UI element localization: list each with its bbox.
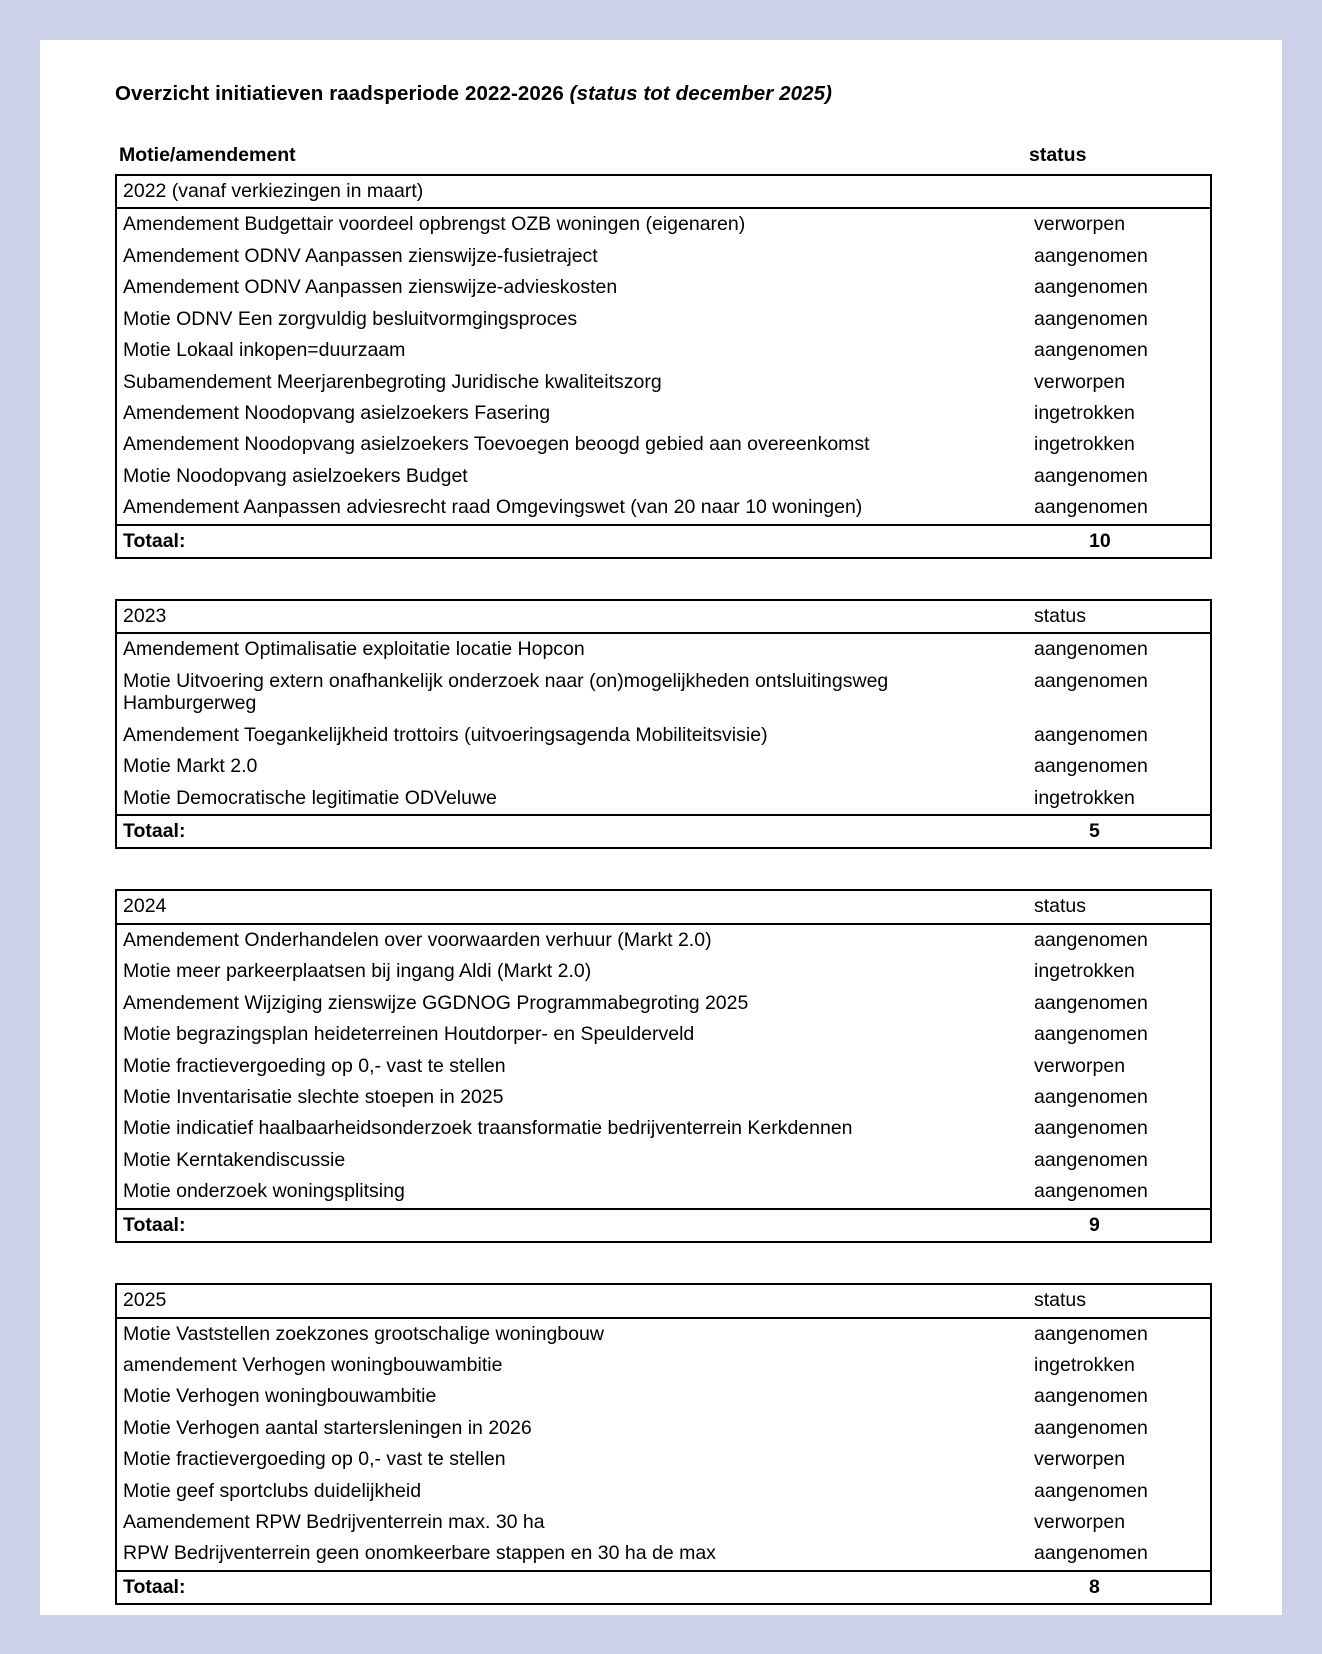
status-value: aangenomen [1034,1416,1148,1439]
page-title-status-note: (status tot december 2025) [569,82,833,105]
status-value: ingetrokken [1034,786,1135,809]
motion-label: Aamendement RPW Bedrijventerrein max. 30 ha [123,1511,545,1534]
document-content [115,82,1210,1645]
motion-label: Motie Vaststellen zoekzones grootschalige woningbouw [123,1322,604,1345]
table-row [116,1051,1211,1082]
total-row [116,1209,1211,1242]
total-label: Totaal: [116,525,1024,558]
table-row [116,304,1211,335]
year-label: 2023 [116,600,1024,633]
year-status-header: status [1024,600,1211,633]
table-row [116,956,1211,987]
year-header-row [116,890,1211,923]
year-blocks [115,174,1210,1605]
table-row [116,988,1211,1019]
column-headers [115,144,1210,167]
year-block-table [115,174,1212,559]
motion-label: Amendement Aanpassen adviesrecht raad Omgevingswet (van 20 naar 10 woningen) [123,496,863,519]
status-value: aangenomen [1034,1322,1148,1345]
table-row [116,1176,1211,1208]
total-value: 5 [1024,815,1211,848]
year-block-table [115,599,1212,849]
status-value: aangenomen [1034,244,1148,267]
motion-label: Amendement Noodopvang asielzoekers Toevoegen beoogd gebied aan overeenkomst [123,433,870,456]
motion-label: Motie fractievergoeding op 0,- vast te stellen [123,1448,506,1471]
status-value: ingetrokken [1034,1353,1135,1376]
status-value: aangenomen [1034,755,1148,778]
page-title [115,82,1210,106]
total-value: 9 [1024,1209,1211,1242]
status-value: aangenomen [1034,1023,1148,1046]
table-row [116,1413,1211,1444]
year-label: 2022 (vanaf verkiezingen in maart) [116,175,1024,208]
table-row [116,1507,1211,1538]
motion-label: amendement Verhogen woningbouwambitie [123,1353,503,1376]
motion-label: RPW Bedrijventerrein geen onomkeerbare stappen en 30 ha de max [123,1542,716,1565]
status-value: aangenomen [1034,1542,1148,1565]
motion-label: Amendement Budgettair voordeel opbrengst OZB woningen (eigenaren) [123,213,746,236]
status-value: ingetrokken [1034,433,1135,456]
status-value: aangenomen [1034,464,1148,487]
table-row [116,492,1211,524]
year-label: 2024 [116,890,1024,923]
motion-label: Motie geef sportclubs duidelijkheid [123,1479,422,1502]
year-status-header [1024,175,1211,208]
column-header-motion: Motie/amendement [119,144,296,166]
table-row [116,1444,1211,1475]
page-title-main: Overzicht initiatieven raadsperiode 2022-2026 [115,82,564,105]
status-value: aangenomen [1034,276,1148,299]
table-row [116,241,1211,272]
table-row [116,1113,1211,1144]
column-header-status: status [1029,144,1087,166]
motion-label: Motie indicatief haalbaarheidsonderzoek traansformatie bedrijventerrein Kerkdennen [123,1117,853,1140]
table-row [116,1538,1211,1570]
table-row [116,272,1211,303]
status-value: verworpen [1034,213,1126,236]
status-value: aangenomen [1034,928,1148,951]
table-row [116,1082,1211,1113]
motion-label: Amendement ODNV Aanpassen zienswijze-advieskosten [123,276,618,299]
table-row [116,720,1211,751]
status-value: aangenomen [1034,991,1148,1014]
status-value: aangenomen [1034,307,1148,330]
motion-label: Motie Uitvoering extern onafhankelijk onderzoek naar (on)mogelijkheden ontsluitingsweg Hamburgerweg [123,669,889,715]
table-row [116,1145,1211,1176]
status-value: aangenomen [1034,1085,1148,1108]
total-row [116,525,1211,558]
total-label: Totaal: [116,815,1024,848]
status-value: aangenomen [1034,1479,1148,1502]
total-row [116,1571,1211,1604]
year-header-row [116,1284,1211,1317]
motion-label: Motie Verhogen woningbouwambitie [123,1385,437,1408]
status-value: aangenomen [1034,723,1148,746]
table-row [116,924,1211,956]
status-value: aangenomen [1034,1148,1148,1171]
status-value: aangenomen [1034,496,1148,519]
status-value: aangenomen [1034,669,1148,692]
table-row [116,367,1211,398]
status-value: verworpen [1034,370,1126,393]
motion-label: Amendement Wijziging zienswijze GGDNOG Programmabegroting 2025 [123,991,749,1014]
table-row [116,208,1211,240]
table-row [116,398,1211,429]
motion-label: Motie Verhogen aantal startersleningen in 2026 [123,1416,532,1439]
motion-label: Motie meer parkeerplaatsen bij ingang Aldi (Markt 2.0) [123,960,592,983]
motion-label: Amendement Noodopvang asielzoekers Fasering [123,401,551,424]
motion-label: Amendement ODNV Aanpassen zienswijze-fusietraject [123,244,598,267]
table-row [116,751,1211,782]
table-row [116,1381,1211,1412]
total-row [116,815,1211,848]
table-row [116,1476,1211,1507]
table-row [116,633,1211,665]
total-value: 10 [1024,525,1211,558]
motion-label: Motie ODNV Een zorgvuldig besluitvormgingsproces [123,307,578,330]
year-header-row [116,600,1211,633]
motion-label: Amendement Optimalisatie exploitatie locatie Hopcon [123,638,585,661]
year-status-header: status [1024,890,1211,923]
motion-label: Motie Lokaal inkopen=duurzaam [123,339,406,362]
year-block-table [115,889,1212,1243]
year-header-row [116,175,1211,208]
motion-label: Motie onderzoek woningsplitsing [123,1180,405,1203]
table-row [116,429,1211,460]
total-label: Totaal: [116,1571,1024,1604]
table-row [116,1318,1211,1350]
motion-label: Motie Democratische legitimatie ODVeluwe [123,786,497,809]
year-label: 2025 [116,1284,1024,1317]
table-row [116,1019,1211,1050]
motion-label: Motie Inventarisatie slechte stoepen in 2025 [123,1085,504,1108]
motion-label: Amendement Onderhandelen over voorwaarden verhuur (Markt 2.0) [123,928,712,951]
table-row [116,783,1211,815]
status-value: aangenomen [1034,1180,1148,1203]
total-label: Totaal: [116,1209,1024,1242]
total-value: 8 [1024,1571,1211,1604]
motion-label: Amendement Toegankelijkheid trottoirs (uitvoeringsagenda Mobiliteitsvisie) [123,723,768,746]
status-value: aangenomen [1034,1385,1148,1408]
table-row [116,1350,1211,1381]
document-page [40,40,1282,1615]
status-value: aangenomen [1034,339,1148,362]
motion-label: Motie Noodopvang asielzoekers Budget [123,464,468,487]
status-value: verworpen [1034,1448,1126,1471]
year-block-table [115,1283,1212,1605]
motion-label: Motie begrazingsplan heideterreinen Houtdorper- en Speulderveld [123,1023,695,1046]
motion-label: Subamendement Meerjarenbegroting Juridische kwaliteitszorg [123,370,662,393]
motion-label: Motie fractievergoeding op 0,- vast te stellen [123,1054,506,1077]
motion-label: Motie Kerntakendiscussie [123,1148,346,1171]
motion-label: Motie Markt 2.0 [123,755,258,778]
status-value: aangenomen [1034,638,1148,661]
year-status-header: status [1024,1284,1211,1317]
status-value: aangenomen [1034,1117,1148,1140]
table-row [116,666,1211,720]
status-value: verworpen [1034,1054,1126,1077]
status-value: ingetrokken [1034,401,1135,424]
table-row [116,461,1211,492]
table-row [116,335,1211,366]
status-value: verworpen [1034,1511,1126,1534]
status-value: ingetrokken [1034,960,1135,983]
